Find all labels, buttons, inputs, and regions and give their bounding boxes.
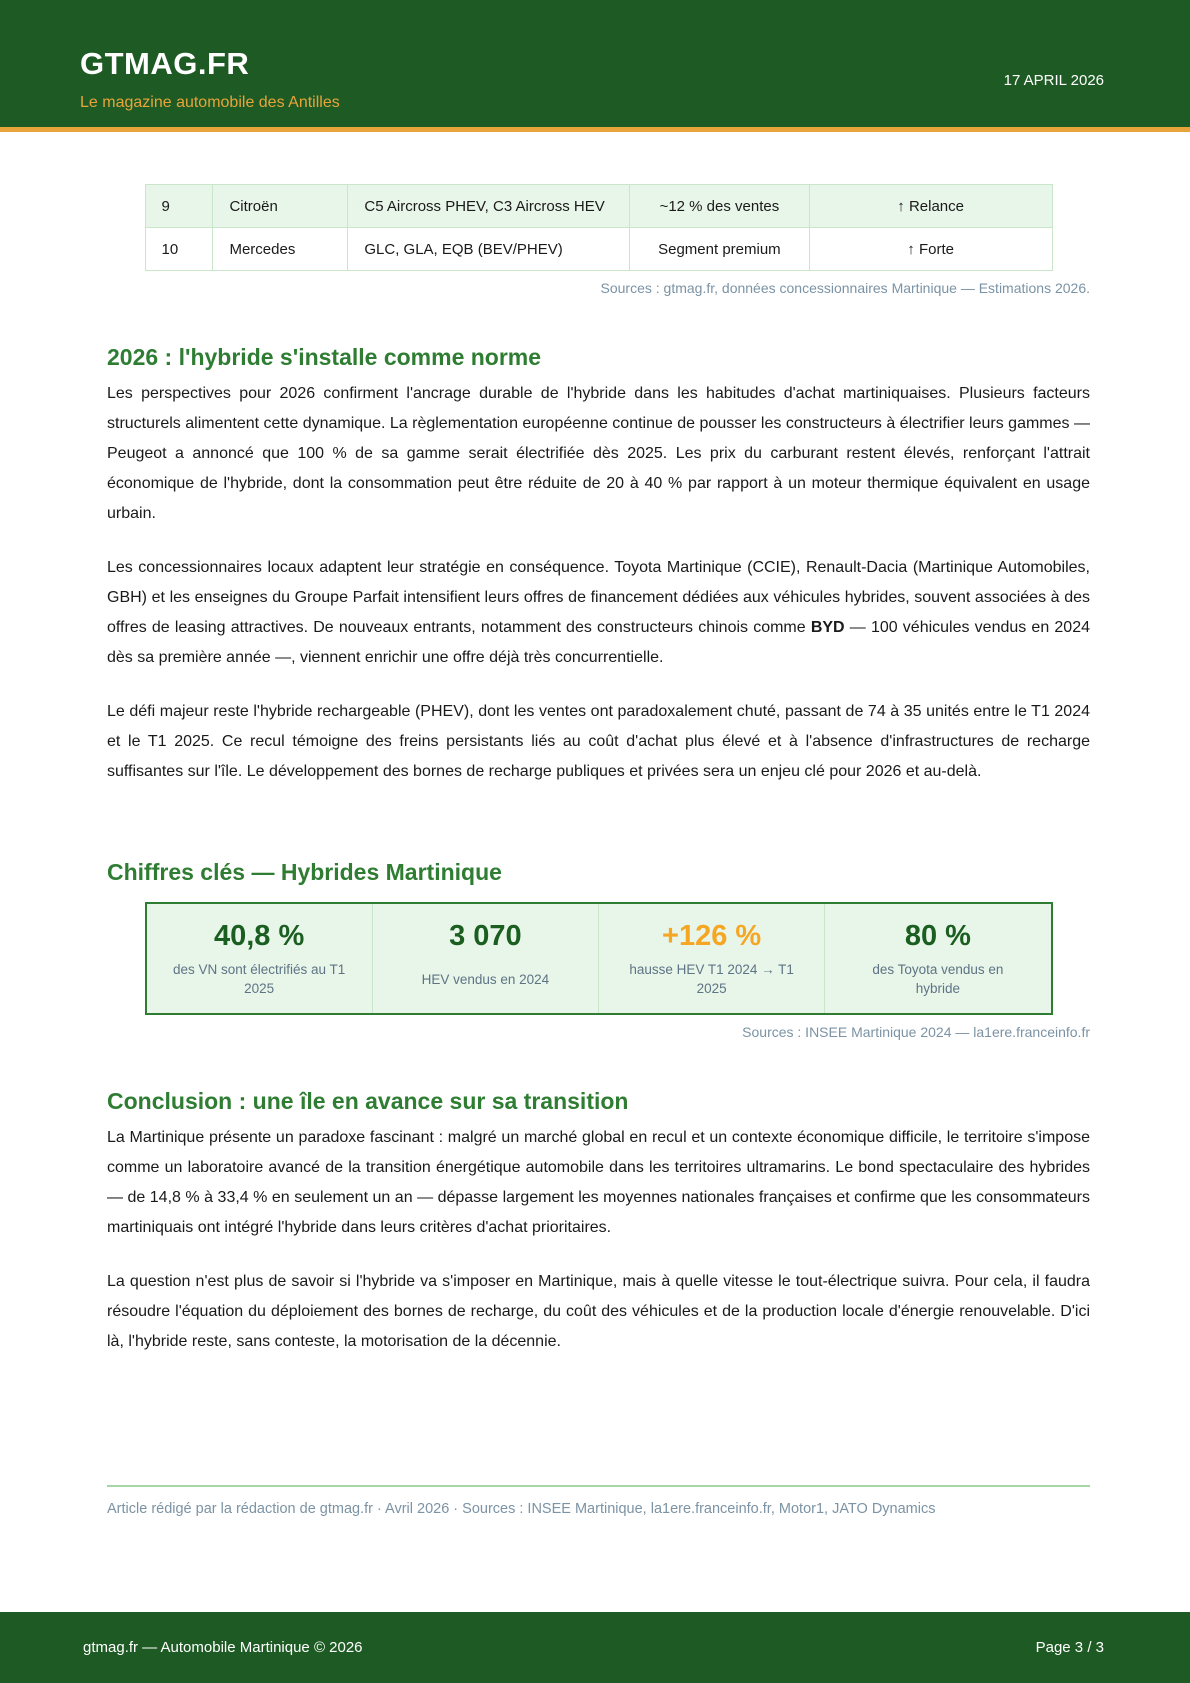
page-number: Page 3 / 3 bbox=[1035, 1639, 1104, 1656]
paragraph-conclusion-1: La Martinique présente un paradoxe fascinant : malgré un marché global en recul et un contexte économique difficile, le territoire s'impose comme un laboratoire avancé de la transition énergétique automobile dans les territoires ultramarins. Le bond spectaculaire des hybrides — de 14,8 % à 33,4 % en seulement un an — dépasse largement les moyennes nationales françaises et confirme que les consommateurs martiniquais ont intégré l'hybride dans leurs critères d'achat prioritaires. bbox=[107, 1129, 1090, 1236]
stat-label: des VN sont électrifiés au T1 2025 bbox=[172, 962, 346, 996]
credits-divider bbox=[107, 1485, 1090, 1517]
share-cell: Segment premium bbox=[630, 228, 810, 271]
page-footer bbox=[0, 1612, 1190, 1683]
issue-date: 17 APRIL 2026 bbox=[1003, 72, 1104, 89]
paragraph-segment: — 100 véhicules vendus en 2024 dès sa première année —, viennent enrichir une offre déjà très concurrentielle. bbox=[107, 619, 1090, 666]
stat-hev-growth bbox=[599, 904, 825, 1013]
stat-label: HEV vendus en 2024 bbox=[421, 971, 550, 987]
site-title: GTMAG.FR bbox=[80, 46, 250, 81]
page-header bbox=[0, 0, 1190, 132]
trend-label: Forte bbox=[918, 240, 954, 258]
trend-label: Relance bbox=[908, 197, 964, 215]
article-credits: Article rédigé par la rédaction de gtmag.fr · Avril 2026 · Sources : INSEE Martinique, la1ere.franceinfo.fr, Motor1, JATO Dynamics bbox=[107, 1501, 936, 1517]
section-title-conclusion: Conclusion : une île en avance sur sa transition bbox=[107, 1088, 629, 1114]
table-row-mercedes bbox=[145, 228, 1052, 271]
models-cell: C5 Aircross PHEV, C3 Aircross HEV bbox=[348, 185, 630, 228]
brand-emphasis: BYD bbox=[810, 619, 845, 636]
site-tagline: Le magazine automobile des Antilles bbox=[80, 94, 340, 111]
brand-cell: Citroën bbox=[213, 185, 348, 228]
stat-label: des Toyota vendus en hybride bbox=[872, 962, 1004, 996]
article-content bbox=[0, 132, 1190, 1612]
stat-value: 3 070 bbox=[449, 920, 522, 952]
brand-cell: Mercedes bbox=[213, 228, 348, 271]
paragraph-2026-2 bbox=[107, 553, 1090, 673]
stat-value: +126 % bbox=[662, 920, 762, 952]
section-title-2026: 2026 : l'hybride s'installe comme norme bbox=[107, 344, 542, 370]
trend-up-icon: ↑ bbox=[897, 197, 905, 215]
trend-cell bbox=[809, 228, 1052, 271]
key-figures-box bbox=[145, 902, 1053, 1015]
table-source-note: Sources : gtmag.fr, données concessionnaires Martinique — Estimations 2026. bbox=[600, 280, 1090, 296]
rank-cell: 10 bbox=[145, 228, 213, 271]
footer-copyright: gtmag.fr — Automobile Martinique © 2026 bbox=[83, 1639, 363, 1656]
paragraph-segment: Les concessionnaires locaux adaptent leur stratégie en conséquence. Toyota Martinique (CCIE), Renault-Dacia (Martinique Automobiles, GBH) et les enseignes du Groupe Parfait intensifient leurs offres de financement dédiées aux véhicules hybrides, souvent associées à des offres de leasing attractives. De nouveaux entrants, notamment des constructeurs chinois comme bbox=[107, 559, 1090, 636]
stat-value: 80 % bbox=[904, 920, 971, 952]
share-cell: ~12 % des ventes bbox=[630, 185, 810, 228]
models-cell: GLC, GLA, EQB (BEV/PHEV) bbox=[348, 228, 630, 271]
paragraph-conclusion-2: La question n'est plus de savoir si l'hybride va s'imposer en Martinique, mais à quelle vitesse le tout-électrique suivra. Pour cela, il faudra résoudre l'équation du déploiement des bornes de recharge, du coût des véhicules et de la production locale d'énergie renouvelable. D'ici là, l'hybride reste, sans conteste, la motorisation de la décennie. bbox=[107, 1273, 1090, 1350]
stat-hev-sold bbox=[373, 904, 599, 1013]
stat-value: 40,8 % bbox=[213, 920, 305, 952]
section-title-key-figures: Chiffres clés — Hybrides Martinique bbox=[107, 859, 502, 885]
stat-electrified-share bbox=[147, 904, 373, 1013]
rank-cell: 9 bbox=[145, 185, 213, 228]
brand-ranking-table bbox=[145, 184, 1053, 271]
table-row-citroen bbox=[145, 185, 1052, 228]
trend-up-icon: ↑ bbox=[907, 240, 915, 258]
trend-cell bbox=[809, 185, 1052, 228]
figures-source-note: Sources : INSEE Martinique 2024 — la1ere.franceinfo.fr bbox=[742, 1024, 1090, 1040]
stat-label: hausse HEV T1 2024 → T1 2025 bbox=[629, 962, 794, 996]
stat-toyota-hybrid-share bbox=[825, 904, 1050, 1013]
paragraph-2026-3: Le défi majeur reste l'hybride rechargeable (PHEV), dont les ventes ont paradoxalement chuté, passant de 74 à 35 unités entre le T1 2024 et le T1 2025. Ce recul témoigne des freins persistants liés au coût d'achat plus élevé et à l'absence d'infrastructures de recharge suffisantes sur l'île. Le développement des bornes de recharge publiques et privées sera un enjeu clé pour 2026 et au-delà. bbox=[107, 703, 1090, 780]
paragraph-2026-1: Les perspectives pour 2026 confirment l'ancrage durable de l'hybride dans les habitudes d'achat martiniquaises. Plusieurs facteurs structurels alimentent cette dynamique. La règlementation européenne continue de pousser les constructeurs à électrifier leurs gammes — Peugeot a annoncé que 100 % de sa gamme serait électrifiée dès 2025. Les prix du carburant restent élevés, renforçant l'attrait économique de l'hybride, dont la consommation peut être réduite de 20 à 40 % par rapport à un moteur thermique équivalent en usage urbain. bbox=[107, 385, 1090, 522]
